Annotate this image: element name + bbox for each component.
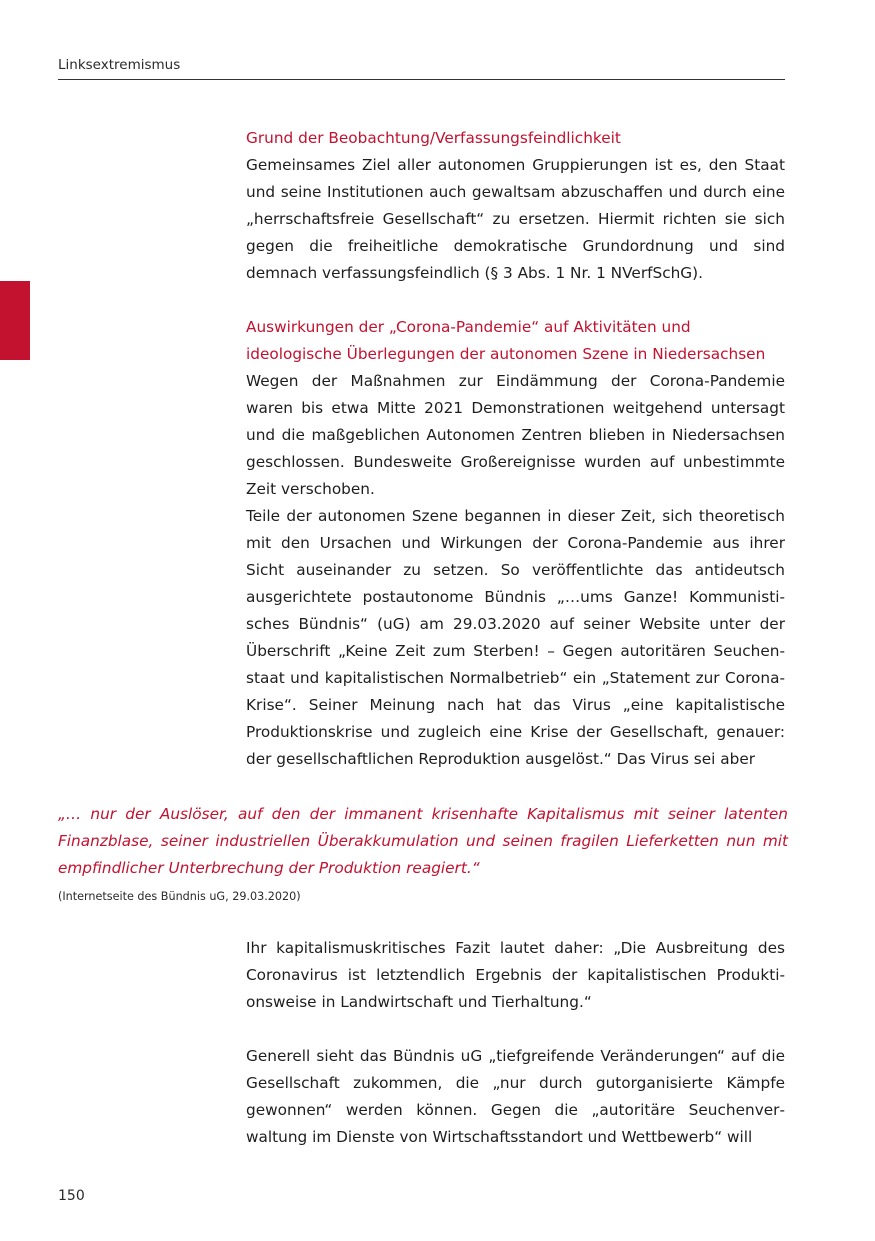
body-paragraph: Wegen der Maßnahmen zur Eindämmung der Corona-Pandemie waren bis etwa Mitte 2021 Demonstrationen weitgehend untersagt und die maßgeblichen Autonomen Zentren blieben in Niedersachsen geschlossen. Bundesweite Großereignisse wurden auf unbestimmte Zeit verschoben. — [246, 372, 785, 498]
section-verfassungsfeindlichkeit — [246, 125, 785, 287]
block-quote: „… nur der Auslöser, auf den der immanent krisenhafte Kapitalismus mit seiner latenten Finanzblase, seiner industriellen Überakkumulation und seinen fragilen Lieferketten nun mit empfindlicher Unterbrechung der Produktion reagiert.“ — [58, 805, 788, 877]
body-paragraph: Teile der autonomen Szene begannen in dieser Zeit, sich theoretisch mit den Ursachen und Wirkungen der Corona-Pandemie aus ihrer Sicht auseinander zu setzen. So veröffentlichte das antideutsch ausgerichtete postautonome Bündnis „…ums Ganze! Kommunistisches Bündnis“ (uG) am 29.03.2020 auf seiner Website unter der Überschrift „Keine Zeit zum Sterben! – Gegen autoritären Seuchenstaat und kapitalistischen Normalbetrieb“ ein „Statement zur Corona-Krise“. Seiner Meinung nach hat das Virus „eine kapitalistische Produktionskrise und zugleich eine Krise der Gesellschaft, genauer: der gesellschaftlichen Reproduktion ausgelöst.“ Das Virus sei aber — [246, 507, 785, 768]
chapter-marker-tab — [0, 281, 30, 360]
section-corona-pandemie — [246, 314, 785, 773]
running-head-title: Linksextremismus — [58, 57, 181, 73]
section-heading-line-1: Auswirkungen der „Corona-Pandemie“ auf Aktivitäten und — [246, 318, 691, 336]
page-number: 150 — [58, 1188, 85, 1204]
body-paragraph: Gemeinsames Ziel aller autonomen Gruppierungen ist es, den Staat und seine Institutionen auch gewaltsam abzuschaffen und durch eine „herrschaftsfreie Gesellschaft“ zu ersetzen. Hiermit richten sie sich gegen die freiheitliche demokratische Grundordnung und sind demnach verfassungsfeindlich (§ 3 Abs. 1 Nr. 1 NVerfSchG). — [246, 156, 785, 282]
section-heading: Grund der Beobachtung/Verfassungsfeindlichkeit — [246, 129, 621, 147]
body-paragraph: Generell sieht das Bündnis uG „tiefgreifende Veränderungen“ auf die Gesellschaft zukommen, die „nur durch gutorganisierte Kämpfe gewonnen“ werden können. Gegen die „autoritäre Seuchenverwaltung im Dienste von Wirtschaftsstandort und Wettbewerb“ will — [246, 1047, 785, 1146]
section-heading-line-2: ideologische Überlegungen der autonomen Szene in Niedersachsen — [246, 345, 766, 363]
section-continuation — [246, 935, 785, 1151]
header-rule — [58, 79, 785, 80]
body-paragraph: Ihr kapitalismuskritisches Fazit lautet daher: „Die Ausbreitung des Coronavirus ist letztendlich Ergebnis der kapitalistischen Produktionsweise in Landwirtschaft und Tierhaltung.“ — [246, 939, 785, 1011]
quote-source: (Internetseite des Bündnis uG, 29.03.2020) — [58, 890, 301, 903]
